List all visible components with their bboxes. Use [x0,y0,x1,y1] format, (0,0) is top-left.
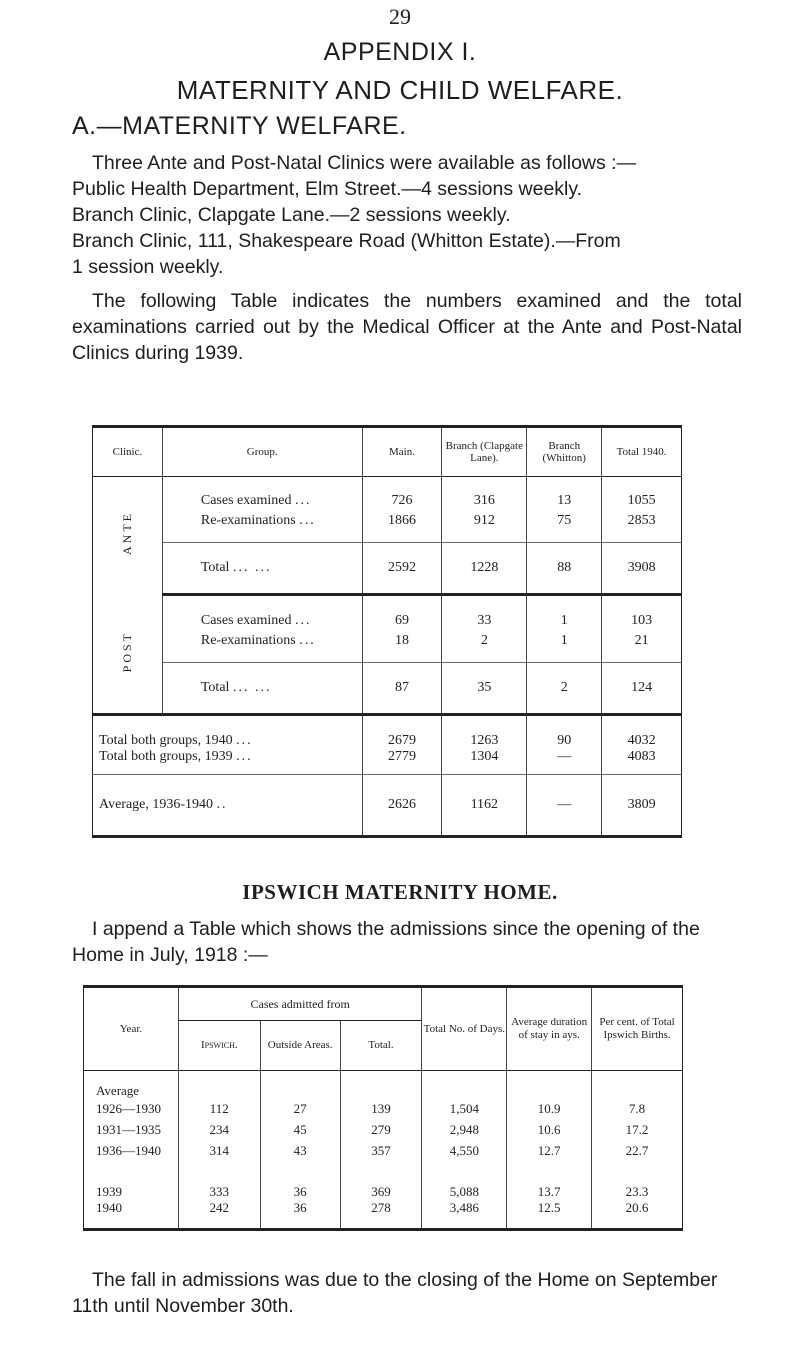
header-cases-admitted: Cases admitted from [178,987,422,1021]
table-row: Total both groups, 1939 ... 2779 1304 — 4083 [93,749,682,775]
main-cell: 2679 [362,715,442,749]
main-cell: 1866 [362,509,442,533]
home-title: IPSWICH MATERNITY HOME. [242,880,558,904]
year-cell: 1939 [96,1183,122,1199]
header-whitton: Branch (Whitton) [527,427,602,477]
table-row: ANTE Cases examined ... 726 316 13 1055 [93,477,682,509]
table-row: Re-examinations ... 18 2 1 21 [93,629,682,653]
header-clinic: Clinic. [93,427,163,477]
group-cell: Average, 1936-1940 [99,797,214,812]
outside-cell: 27 [260,1099,340,1120]
ipswich-cell: 242 [178,1200,260,1230]
whitton-cell: 2 [527,663,602,715]
home-table [83,985,683,1231]
table-row [84,1162,683,1200]
outside-cell: 36 [260,1200,340,1230]
ipswich-cell: 234 [178,1120,260,1141]
group-cell: Total both groups, 1940 [99,732,233,748]
clapgate-cell: 1304 [442,749,527,775]
group-cell: Total [200,680,230,695]
ipswich-cell: 314 [178,1141,260,1162]
total-cell: 3908 [602,543,682,595]
header-group: Group. [162,427,362,477]
main-cell: 18 [362,629,442,653]
group-cell: Total both groups, 1939 [99,748,233,764]
table-row [84,1099,683,1120]
group-cell: Cases examined [200,492,292,508]
section-title: MATERNITY AND CHILD WELFARE. [176,75,624,105]
days-cell: 1,504 [422,1099,507,1120]
year-cell: 1931—1935 [96,1122,161,1137]
whitton-cell: 88 [527,543,602,595]
clapgate-cell: 35 [442,663,527,715]
year-cell: 1936—1940 [96,1143,161,1158]
main-cell: 726 [362,477,442,509]
total-cell: 124 [602,663,682,715]
percent-cell: 17.2 [592,1120,683,1141]
percent-cell: 23.3 [592,1162,683,1200]
header-avg-stay: Average duration of stay in ays. [507,987,592,1071]
total-cell: 4032 [602,715,682,749]
main-cell: 87 [362,663,442,715]
total-cell: 103 [602,595,682,629]
clapgate-cell: 1263 [442,715,527,749]
days-cell: 3,486 [422,1200,507,1230]
whitton-cell: — [527,749,602,775]
days-cell: 4,550 [422,1141,507,1162]
header-ipswich: Ipswich. [178,1021,260,1071]
clinic-table [92,425,682,838]
ipswich-cell: 112 [178,1099,260,1120]
header-main: Main. [362,427,442,477]
header-outside: Outside Areas. [260,1021,340,1071]
total-cell: 3809 [602,775,682,837]
group-cell: Re-examinations [200,632,296,648]
main-cell: 2592 [362,543,442,595]
percent-cell: 20.6 [592,1200,683,1230]
main-cell: 2779 [362,749,442,775]
post-label: POST [119,630,134,672]
table-row [84,1071,683,1099]
total-cell: 2853 [602,509,682,533]
intro-line: Public Health Department, Elm Street.—4 sessions weekly. [72,178,583,200]
table-row [84,1200,683,1230]
main-cell: 2626 [362,775,442,837]
total-cell: 139 [340,1099,422,1120]
table-header-row [84,987,683,1021]
total-cell: 357 [340,1141,422,1162]
avg-stay-cell: 12.7 [507,1141,592,1162]
ante-label: ANTE [119,511,134,556]
home-intro-paragraph: I append a Table which shows the admissions since the opening of the Home in July, 1918 :— [72,918,700,966]
year-cell: 1940 [96,1199,122,1215]
total-cell: 278 [340,1200,422,1230]
table-intro-paragraph: The following Table indicates the numbers examined and the total examinations carried out by the Medical Officer at the Ante and Post-Natal Clinics during 1939. [72,290,742,364]
header-year: Year. [84,987,179,1071]
percent-cell: 22.7 [592,1141,683,1162]
avg-stay-cell: 12.5 [507,1200,592,1230]
group-cell: Re-examinations [200,512,296,528]
table-row: Total ... ... 2592 1228 88 3908 [93,543,682,595]
total-cell: 1055 [602,477,682,509]
group-cell: Total [200,560,230,575]
clapgate-cell: 1162 [442,775,527,837]
table-row [84,1120,683,1141]
intro-line: Branch Clinic, Clapgate Lane.—2 sessions weekly. [72,204,511,226]
total-cell: 369 [340,1162,422,1200]
avg-stay-cell: 13.7 [507,1162,592,1200]
clapgate-cell: 912 [442,509,527,533]
intro-line: 1 session weekly. [72,256,224,278]
whitton-cell: 1 [527,629,602,653]
table-row: Re-examinations ... 1866 912 75 2853 [93,509,682,533]
table-row: Total ... ... 87 35 2 124 [93,663,682,715]
intro-line: Branch Clinic, 111, Shakespeare Road (Whitton Estate).—From [72,230,621,252]
header-total: Total 1940. [602,427,682,477]
header-percent: Per cent. of Total Ipswich Births. [592,987,683,1071]
closing-note: The fall in admissions was due to the closing of the Home on September 11th until November 30th. [72,1269,718,1317]
main-cell: 69 [362,595,442,629]
clapgate-cell: 316 [442,477,527,509]
table-row [84,1141,683,1162]
avg-stay-cell: 10.6 [507,1120,592,1141]
whitton-cell: 90 [527,715,602,749]
header-total: Total. [340,1021,422,1071]
ipswich-cell: 333 [178,1162,260,1200]
table-header-row [93,427,682,477]
clapgate-cell: 2 [442,629,527,653]
whitton-cell: 13 [527,477,602,509]
table-row: Average, 1936-1940 .. 2626 1162 — 3809 [93,775,682,837]
intro-line: Three Ante and Post-Natal Clinics were available as follows :— [92,152,637,174]
table-row: Total both groups, 1940 ... 2679 1263 90 4032 [93,715,682,749]
percent-cell: 7.8 [592,1099,683,1120]
header-days: Total No. of Days. [422,987,507,1071]
year-cell: 1926—1930 [96,1101,161,1116]
clapgate-cell: 1228 [442,543,527,595]
average-label: Average [96,1082,140,1098]
whitton-cell: — [527,775,602,837]
table-row: POST Cases examined ... 69 33 1 103 [93,595,682,629]
page-number: 29 [389,4,411,29]
intro-paragraph [72,150,742,176]
outside-cell: 43 [260,1141,340,1162]
group-cell: Cases examined [200,612,292,628]
subsection-title: A.—MATERNITY WELFARE. [72,112,407,140]
whitton-cell: 75 [527,509,602,533]
clapgate-cell: 33 [442,595,527,629]
outside-cell: 45 [260,1120,340,1141]
days-cell: 5,088 [422,1162,507,1200]
appendix-title: APPENDIX I. [323,38,477,66]
total-cell: 21 [602,629,682,653]
total-cell: 4083 [602,749,682,775]
days-cell: 2,948 [422,1120,507,1141]
whitton-cell: 1 [527,595,602,629]
avg-stay-cell: 10.9 [507,1099,592,1120]
total-cell: 279 [340,1120,422,1141]
outside-cell: 36 [260,1162,340,1200]
header-clapgate: Branch (Clapgate Lane). [442,427,527,477]
